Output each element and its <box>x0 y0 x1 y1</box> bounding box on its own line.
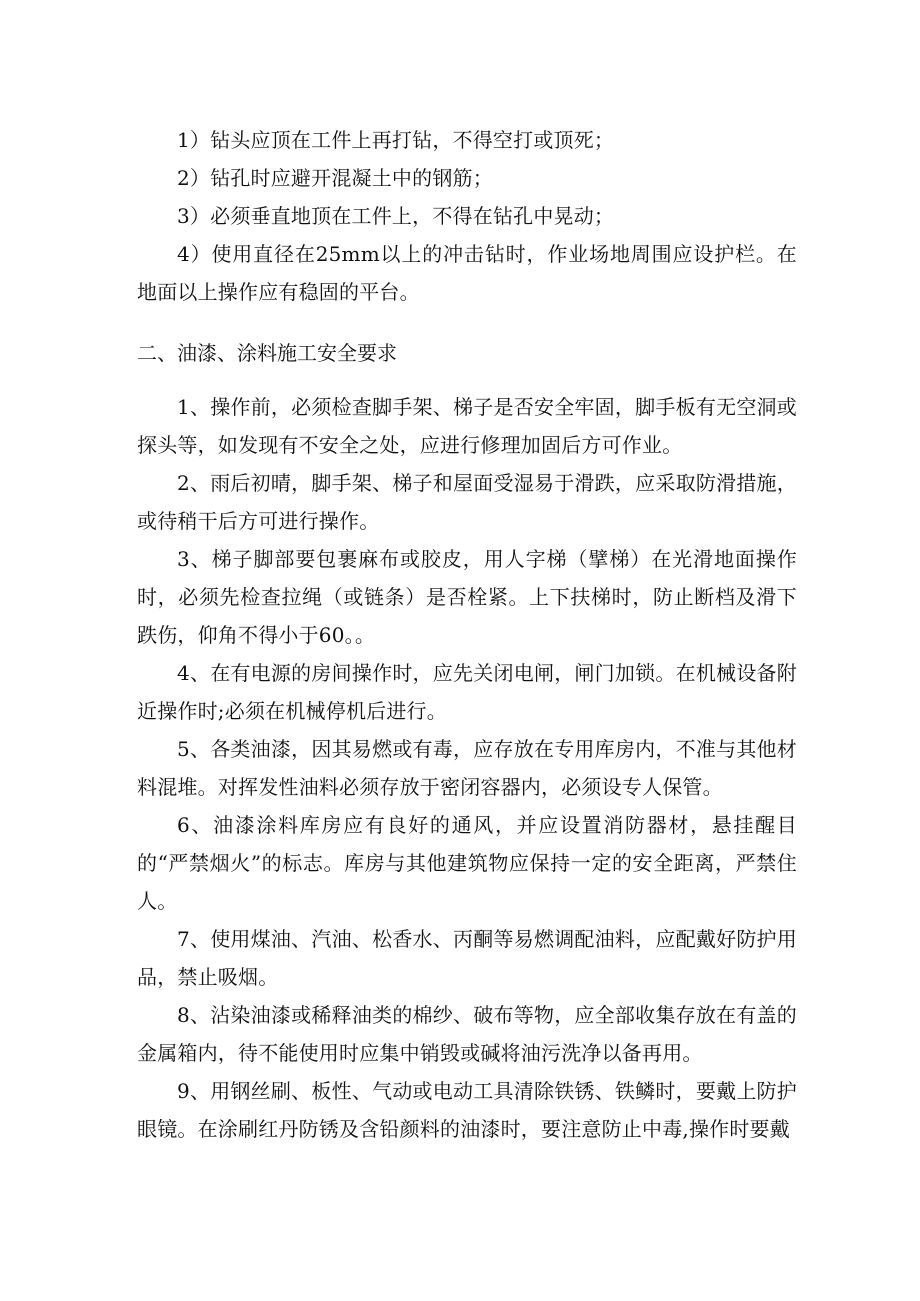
section-heading: 二、油漆、涂料施工安全要求 <box>137 341 397 365</box>
drill-item-1: 1）钻头应顶在工件上再打钻，不得空打或顶死； <box>177 128 615 152</box>
rule-6: 6、油漆涂料库房应有良好的通风，并应设置消防器材，悬挂醒目的“严禁烟火”的标志。库房与其他建筑物应保持一定的安全距离，严禁住人。 <box>137 813 797 913</box>
rule-4: 4、在有电源的房间操作时，应先关闭电闸，闸门加锁。在机械设备附近操作时;必须在机械停机后进行。 <box>137 661 797 723</box>
rule-5: 5、各类油漆，因其易燃或有毒，应存放在专用库房内，不准与其他材料混堆。对挥发性油料必须存放于密闭容器内，必须设专人保管。 <box>137 737 797 799</box>
rule-1: 1、操作前，必须检查脚手架、梯子是否安全牢固，脚手板有无空洞或探头等，如发现有不安全之处，应进行修理加固后方可作业。 <box>137 395 797 457</box>
rule-8: 8、沾染油漆或稀释油类的棉纱、破布等物，应全部收集存放在有盖的金属箱内，待不能使用时应集中销毁或碱将油污洗净以备再用。 <box>137 1003 797 1065</box>
rule-3: 3、梯子脚部要包裹麻布或胶皮，用人字梯（擘梯）在光滑地面操作时，必须先检查拉绳（或链条）是否栓紧。上下扶梯时，防止断档及滑下跌伤，仰角不得小于60。。 <box>137 547 797 647</box>
drill-item-2: 2）钻孔时应避开混凝土中的钢筋； <box>177 166 493 190</box>
drill-item-4: 4）使用直径在25mm以上的冲击钻时，作业场地周围应设护栏。在地面以上操作应有稳固的平台。 <box>137 242 797 304</box>
rule-9: 9、用钢丝刷、板性、气动或电动工具清除铁锈、铁鳞时，要戴上防护眼镜。在涂刷红丹防锈及含铅颜料的油漆时，要注意防止中毒,操作时要戴 <box>137 1079 797 1141</box>
rule-2: 2、雨后初晴，脚手架、梯子和屋面受湿易于滑跌，应采取防滑措施，或待稍干后方可进行操作。 <box>137 471 797 533</box>
drill-item-3: 3）必须垂直地顶在工件上，不得在钻孔中晃动； <box>177 204 615 228</box>
document-body <box>137 121 797 1148</box>
rule-7: 7、使用煤油、汽油、松香水、丙酮等易燃调配油料，应配戴好防护用品，禁止吸烟。 <box>137 927 797 989</box>
